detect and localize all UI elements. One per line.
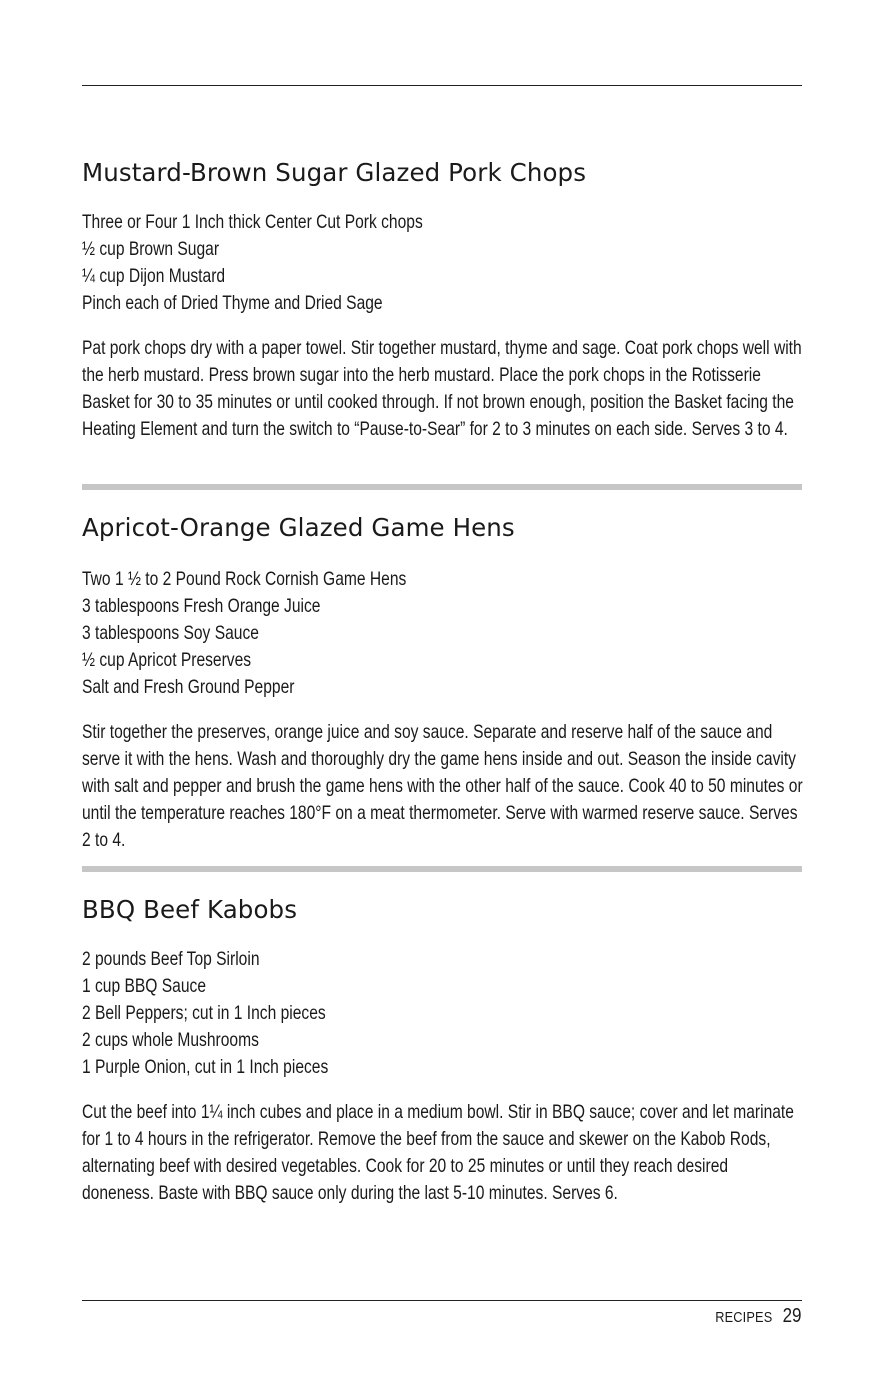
recipe-title: BBQ Beef Kabobs <box>82 895 298 924</box>
recipe-instructions: Pat pork chops dry with a paper towel. Stir together mustard, thyme and sage. Coat pork chops well with the herb mustard. Press brown sugar into the herb mustard. Place the pork chops in the Rotisserie Basket for 30 to 35 minutes or until cooked through. If not brown enough, position the Basket facing the Heating Element and turn the switch to “Pause-to-Sear” for 2 to 3 minutes on each side. Serves 3 to 4. <box>82 337 802 440</box>
footer-section-label: RECIPES <box>715 1309 773 1326</box>
recipe-title: Mustard-Brown Sugar Glazed Pork Chops <box>82 158 587 187</box>
ingredient-item: 2 pounds Beef Top Sirloin <box>82 948 260 970</box>
ingredient-item: 1 cup BBQ Sauce <box>82 975 207 997</box>
ingredient-item: 1 Purple Onion, cut in 1 Inch pieces <box>82 1056 329 1078</box>
ingredient-item: 3 tablespoons Soy Sauce <box>82 622 259 644</box>
recipe-instructions: Stir together the preserves, orange juice and soy sauce. Separate and reserve half of the sauce and serve it with the hens. Wash and thoroughly dry the game hens inside and out. Season the inside cavity with salt and pepper and brush the game hens with the other half of the sauce. Cook 40 to 50 minutes or until the temperature reaches 180°F on a meat thermometer. Serve with warmed reserve sauce. Serves 2 to 4. <box>82 721 803 851</box>
ingredient-item: 2 Bell Peppers; cut in 1 Inch pieces <box>82 1002 326 1024</box>
ingredient-item: 3 tablespoons Fresh Orange Juice <box>82 595 321 617</box>
recipe-pork-chops <box>82 158 804 443</box>
ingredient-item: Pinch each of Dried Thyme and Dried Sage <box>82 292 383 314</box>
recipe-game-hens <box>82 513 804 854</box>
recipe-title: Apricot-Orange Glazed Game Hens <box>82 513 515 542</box>
ingredient-item: ½ cup Apricot Preserves <box>82 649 252 671</box>
ingredient-item: Two 1 ½ to 2 Pound Rock Cornish Game Hens <box>82 568 407 590</box>
ingredient-item: Three or Four 1 Inch thick Center Cut Pork chops <box>82 211 423 233</box>
ingredient-item: ¼ cup Dijon Mustard <box>82 265 226 287</box>
bottom-rule <box>82 1300 802 1301</box>
ingredient-item: ½ cup Brown Sugar <box>82 238 220 260</box>
ingredient-list <box>82 566 804 701</box>
page-footer <box>716 1305 802 1329</box>
ingredient-item: Salt and Fresh Ground Pepper <box>82 676 295 698</box>
section-divider <box>82 484 802 490</box>
ingredient-list <box>82 946 804 1081</box>
ingredient-item: 2 cups whole Mushrooms <box>82 1029 259 1051</box>
top-rule <box>82 85 802 86</box>
page-number: 29 <box>783 1305 802 1327</box>
ingredient-list <box>82 209 804 317</box>
section-divider <box>82 866 802 872</box>
recipe-beef-kabobs <box>82 895 804 1207</box>
recipe-instructions: Cut the beef into 1¼ inch cubes and place in a medium bowl. Stir in BBQ sauce; cover and let marinate for 1 to 4 hours in the refrigerator. Remove the beef from the sauce and skewer on the Kabob Rods, alternating beef with desired vegetables. Cook for 20 to 25 minutes or until they reach desired doneness. Baste with BBQ sauce only during the last 5-10 minutes. Serves 6. <box>82 1101 794 1204</box>
